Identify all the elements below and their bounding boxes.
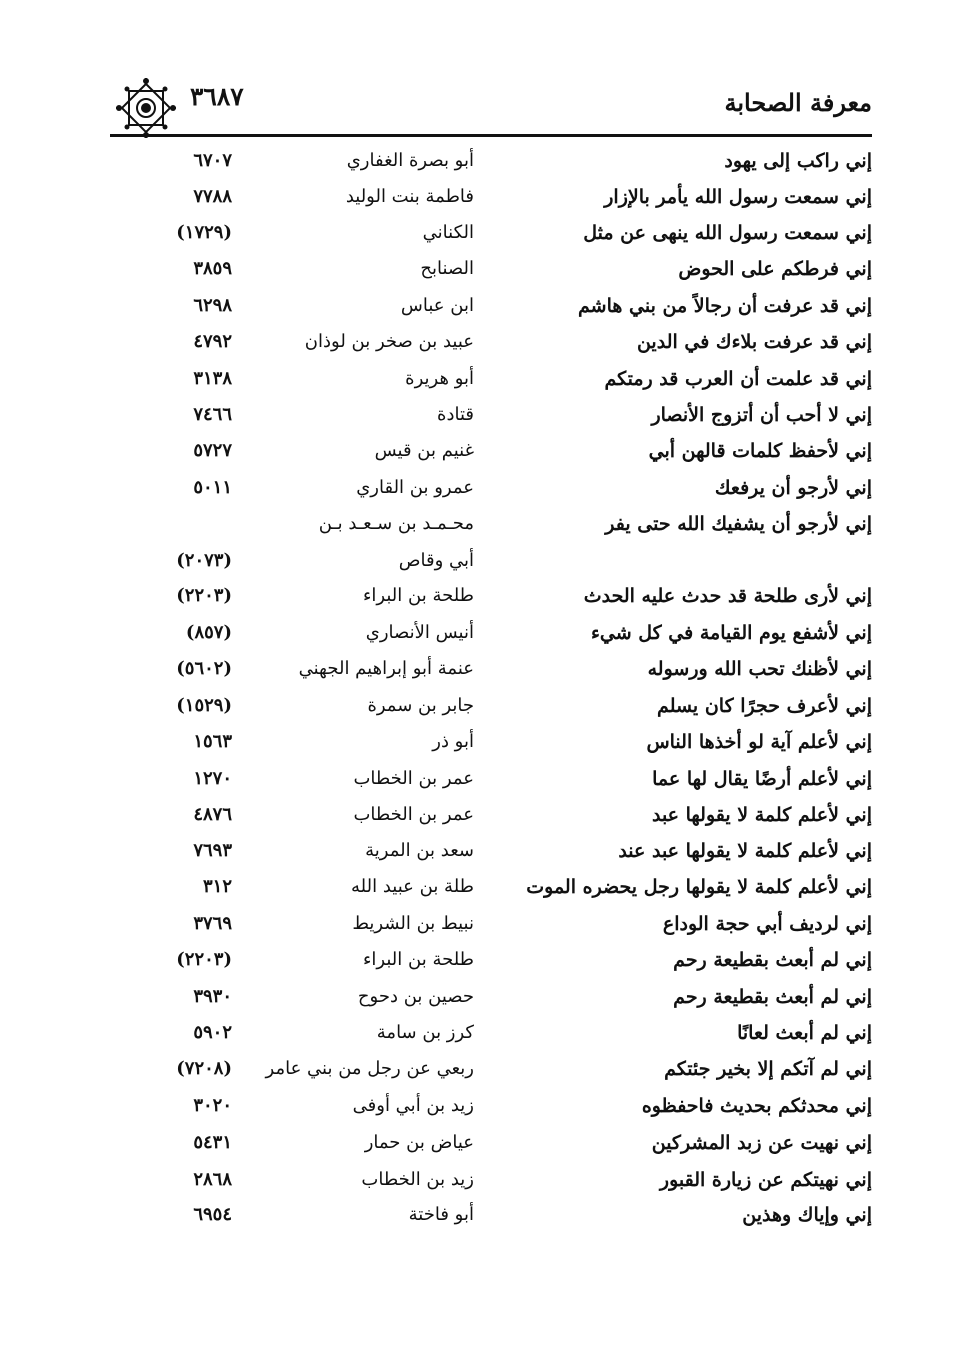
hadith-number: ٤٨٧٦ — [193, 804, 232, 825]
phrase-text: إني وإياك وهذين — [742, 1204, 872, 1226]
table-row — [140, 295, 872, 331]
phrase-text: إني قد عرفت أن رجالاً من بني هاشم — [578, 295, 872, 317]
narrator-name: عمر بن الخطاب — [353, 768, 474, 789]
narrator-name: عمر بن الخطاب — [353, 804, 474, 825]
page-number: ٣٦٨٧ — [190, 82, 244, 111]
narrator-name: ربعي عن رجل من بني عامر — [265, 1058, 474, 1079]
narrator-name: طلحة بن البراء — [362, 949, 474, 970]
hadith-number: (٢٠٧٣) — [176, 550, 232, 571]
narrator-name: أبو ذر — [432, 731, 474, 752]
narrator-name: الصنابح — [420, 258, 474, 279]
hadith-number: ٥٠١١ — [193, 477, 232, 498]
table-row — [140, 658, 872, 694]
table-row — [140, 477, 872, 513]
narrator-name: عياض بن حمار — [364, 1132, 474, 1153]
table-row — [140, 513, 872, 549]
phrase-text: إني قد عرفت بلاءك في الدين — [636, 331, 872, 353]
narrator-name: أنيس الأنصاري — [365, 622, 474, 643]
table-row — [140, 150, 872, 186]
phrase-text: إني نهيتكم عن زيارة القبور — [659, 1169, 872, 1191]
narrator-name: سعد بن المرية — [365, 840, 474, 861]
hadith-number: ٢٨٦٨ — [193, 1169, 232, 1190]
hadith-number: ٧٧٨٨ — [193, 186, 232, 207]
hadith-number: ١٢٧٠ — [193, 768, 232, 789]
table-row — [140, 1058, 872, 1094]
table-row — [140, 222, 872, 258]
phrase-text: إني لم أبعث بقطيعة رحم — [673, 949, 872, 971]
table-row — [140, 695, 872, 731]
narrator-name: زيد بن أبي أوفى — [352, 1095, 474, 1116]
table-row — [140, 258, 872, 294]
hadith-number: ٣٧٦٩ — [193, 913, 232, 934]
hadith-number: ٥٩٠٢ — [193, 1022, 232, 1043]
table-row — [140, 440, 872, 476]
hadith-number: (٥٦٠٢) — [176, 658, 232, 679]
phrase-text: إني محدثكم بحديث فاحفظوه — [641, 1095, 872, 1117]
phrase-text: إني لا أحب أن أتزوج الأنصار — [651, 404, 872, 426]
hadith-number: (٧٢٠٨) — [176, 1058, 232, 1079]
phrase-text: إني لم آتكم إلا بخير جئتكم — [664, 1058, 872, 1080]
phrase-text: إني لأرجو أن يشفيك الله حتى يفر — [605, 513, 872, 535]
table-row — [140, 986, 872, 1022]
phrase-text: إني لأعلم آية لو أخذها الناس — [646, 731, 872, 753]
phrase-text: إني لم أبعث لعانًا — [737, 1022, 872, 1044]
phrase-text: إني نهيت عن زبد المشركين — [651, 1132, 872, 1154]
narrator-name: محـمـد بن سـعـد بـن — [318, 513, 474, 534]
narrator-name: أبي وقاص — [398, 550, 474, 571]
phrase-text: إني لأظنك تحب الله ورسوله — [647, 658, 872, 680]
narrator-name: فاطمة بنت الوليد — [345, 186, 474, 207]
phrase-text: إني لم أبعث بقطيعة رحم — [673, 986, 872, 1008]
narrator-name: زيد بن الخطاب — [361, 1169, 474, 1190]
hadith-number: (٢٢٠٣) — [176, 585, 232, 606]
table-row — [140, 840, 872, 876]
narrator-name: نبيط بن الشريط — [352, 913, 474, 934]
narrator-name: طلة بن عبيد الله — [351, 876, 474, 897]
table-row — [140, 331, 872, 367]
phrase-text: إني فرطكم على الحوض — [678, 258, 872, 280]
table-row — [140, 768, 872, 804]
table-row — [140, 1204, 872, 1240]
hadith-number: ٥٤٣١ — [193, 1132, 232, 1153]
narrator-name: عنمة أبو إبراهيم الجهني — [298, 658, 474, 679]
hadith-number: ٣١٢ — [202, 876, 232, 897]
hadith-number: ٦٧٠٧ — [193, 150, 232, 171]
table-row — [140, 1022, 872, 1058]
narrator-name: عبيد بن صخر بن لوذان — [304, 331, 474, 352]
hadith-number: ٦٢٩٨ — [193, 295, 232, 316]
table-row — [140, 550, 872, 586]
table-row — [140, 1095, 872, 1131]
hadith-number: ٣٨٥٩ — [193, 258, 232, 279]
phrase-text: إني لرديف أبي حجة الوداع — [662, 913, 872, 935]
narrator-name: جابر بن سمرة — [367, 695, 474, 716]
hadith-number: ٧٤٦٦ — [193, 404, 232, 425]
table-row — [140, 913, 872, 949]
table-row — [140, 1132, 872, 1168]
hadith-number: ٣١٣٨ — [193, 368, 232, 389]
phrase-text: إني سمعت رسول الله يأمر بالإزار — [604, 186, 872, 208]
narrator-name: أبو فاختة — [408, 1204, 474, 1225]
phrase-text: إني لأرجو أن يرفعك — [714, 477, 872, 499]
table-row — [140, 622, 872, 658]
hadith-number: ٧٦٩٣ — [193, 840, 232, 861]
narrator-name: ابن عباس — [400, 295, 474, 316]
narrator-name: كرز بن سامة — [376, 1022, 474, 1043]
hadith-number: (٢٢٠٣) — [176, 949, 232, 970]
phrase-text: إني لأحفظ كلمات قالهن أبي — [648, 440, 872, 462]
header-rule — [110, 134, 872, 137]
hadith-number: ٣٠٢٠ — [193, 1095, 232, 1116]
table-row — [140, 186, 872, 222]
narrator-name: الكناني — [422, 222, 474, 243]
page-header — [110, 78, 872, 138]
running-title: معرفة الصحابة — [724, 88, 872, 117]
hadith-number: ٥٧٢٧ — [193, 440, 232, 461]
table-row — [140, 585, 872, 621]
hadith-number: ٦٩٥٤ — [193, 1204, 232, 1225]
hadith-number: ٤٧٩٢ — [193, 331, 232, 352]
table-row — [140, 404, 872, 440]
index-table — [140, 150, 872, 1280]
phrase-text: إني سمعت رسول الله ينهى عن مثل — [583, 222, 872, 244]
table-row — [140, 368, 872, 404]
narrator-name: قتادة — [437, 404, 474, 425]
hadith-number: (١٧٢٩) — [176, 222, 232, 243]
phrase-text: إني لأعلم كلمة لا يقولها رجل يحضره الموت — [526, 876, 872, 898]
phrase-text: إني لأشفع يوم القيامة في كل شيء — [590, 622, 872, 644]
table-row — [140, 949, 872, 985]
hadith-number: ٣٩٣٠ — [193, 986, 232, 1007]
phrase-text: إني قد علمت أن العرب قد رمتكم — [604, 368, 872, 390]
phrase-text: إني لأعلم أرضًا يقال لها عما — [652, 768, 872, 790]
narrator-name: أبو هريرة — [405, 368, 474, 389]
hadith-number: (٨٥٧) — [185, 622, 232, 643]
narrator-name: أبو بصرة الغفاري — [346, 150, 474, 171]
table-row — [140, 731, 872, 767]
phrase-text: إني لأعلم كلمة لا يقولها عبد عند — [618, 840, 872, 862]
table-row — [140, 804, 872, 840]
hadith-number: ١٥٦٣ — [193, 731, 232, 752]
phrase-text: إني لأعرف حجرًا كان يسلم — [657, 695, 872, 717]
phrase-text: إني لأعلم كلمة لا يقولها عبد — [651, 804, 872, 826]
hadith-number: (١٥٢٩) — [176, 695, 232, 716]
narrator-name: طلحة بن البراء — [362, 585, 474, 606]
star-ornament-icon — [116, 78, 176, 138]
table-row — [140, 876, 872, 912]
narrator-name: حصين بن دحوح — [357, 986, 474, 1007]
narrator-name: عمرو بن القاري — [356, 477, 474, 498]
table-row — [140, 1169, 872, 1205]
phrase-text: إني راكب إلى يهود — [724, 150, 872, 172]
narrator-name: غنيم بن قيس — [374, 440, 474, 461]
phrase-text: إني لأرى طلحة قد حدث عليه الحدث — [583, 585, 872, 607]
